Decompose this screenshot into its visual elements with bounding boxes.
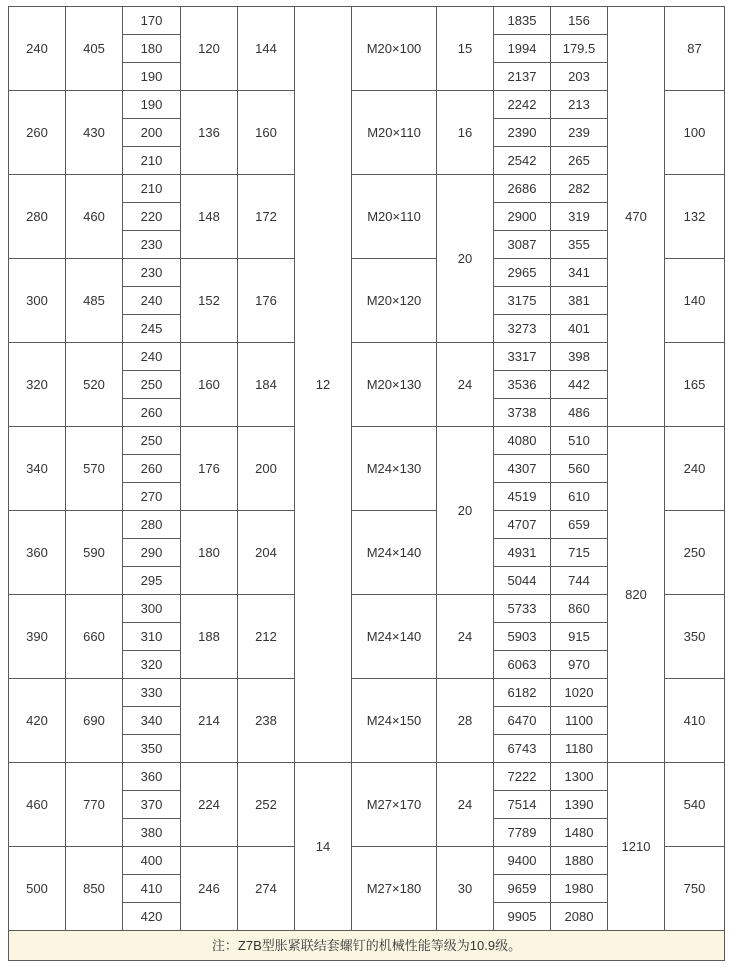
cell-torque: 3738: [494, 399, 551, 427]
cell-torque: 2137: [494, 63, 551, 91]
cell-outer-diameter: 520: [66, 343, 123, 427]
cell-bolt-count: 15: [437, 7, 494, 91]
cell-axial-force: 203: [551, 63, 608, 91]
cell-outer-diameter: 405: [66, 7, 123, 91]
cell-torque: 7222: [494, 763, 551, 791]
cell-axial-force: 156: [551, 7, 608, 35]
cell-axial-force: 510: [551, 427, 608, 455]
cell-bolt-size: M24×130: [352, 427, 437, 511]
cell-length: 190: [123, 91, 181, 119]
cell-weight: 350: [665, 595, 725, 679]
cell-torque: 5733: [494, 595, 551, 623]
cell-l2: 160: [238, 91, 295, 175]
cell-bolt-count: 24: [437, 595, 494, 679]
cell-outer-diameter: 590: [66, 511, 123, 595]
cell-torque: 2242: [494, 91, 551, 119]
cell-torque: 4707: [494, 511, 551, 539]
cell-axial-force: 319: [551, 203, 608, 231]
cell-axial-force: 1180: [551, 735, 608, 763]
cell-bolt-count: 20: [437, 427, 494, 595]
cell-bolt-size: M20×110: [352, 175, 437, 259]
cell-torque: 4307: [494, 455, 551, 483]
cell-torque: 4519: [494, 483, 551, 511]
cell-torque: 5903: [494, 623, 551, 651]
cell-inner-diameter: 320: [9, 343, 66, 427]
cell-bolt-size: M20×100: [352, 7, 437, 91]
cell-length: 220: [123, 203, 181, 231]
cell-weight: 140: [665, 259, 725, 343]
cell-length: 240: [123, 287, 181, 315]
cell-pressure: 1210: [608, 763, 665, 931]
cell-l1: 188: [181, 595, 238, 679]
cell-length: 370: [123, 791, 181, 819]
cell-length: 210: [123, 147, 181, 175]
cell-weight: 240: [665, 427, 725, 511]
cell-torque: 1994: [494, 35, 551, 63]
cell-axial-force: 398: [551, 343, 608, 371]
cell-inner-diameter: 340: [9, 427, 66, 511]
cell-l1: 246: [181, 847, 238, 931]
cell-outer-diameter: 570: [66, 427, 123, 511]
cell-l1: 148: [181, 175, 238, 259]
table-row: [9, 7, 725, 35]
cell-weight: 165: [665, 343, 725, 427]
spec-table: [8, 6, 725, 961]
cell-axial-force: 860: [551, 595, 608, 623]
cell-torque: 3087: [494, 231, 551, 259]
cell-inner-diameter: 360: [9, 511, 66, 595]
cell-length: 245: [123, 315, 181, 343]
cell-torque: 6182: [494, 679, 551, 707]
cell-length: 250: [123, 371, 181, 399]
cell-axial-force: 715: [551, 539, 608, 567]
cell-bolt-count: 24: [437, 343, 494, 427]
cell-inner-diameter: 500: [9, 847, 66, 931]
table-note: 注：Z7B型胀紧联结套螺钉的机械性能等级为10.9级。: [9, 931, 725, 961]
cell-length: 340: [123, 707, 181, 735]
cell-torque: 9400: [494, 847, 551, 875]
cell-inner-diameter: 280: [9, 175, 66, 259]
cell-l1: 160: [181, 343, 238, 427]
cell-l1: 176: [181, 427, 238, 511]
cell-axial-force: 1390: [551, 791, 608, 819]
cell-axial-force: 1980: [551, 875, 608, 903]
cell-inner-diameter: 460: [9, 763, 66, 847]
cell-torque: 2390: [494, 119, 551, 147]
cell-outer-diameter: 850: [66, 847, 123, 931]
cell-l2: 274: [238, 847, 295, 931]
cell-l2: 204: [238, 511, 295, 595]
cell-inner-diameter: 420: [9, 679, 66, 763]
cell-length: 295: [123, 567, 181, 595]
cell-outer-diameter: 460: [66, 175, 123, 259]
cell-length: 400: [123, 847, 181, 875]
cell-length: 360: [123, 763, 181, 791]
cell-length: 420: [123, 903, 181, 931]
cell-axial-force: 1300: [551, 763, 608, 791]
cell-torque: 2686: [494, 175, 551, 203]
cell-axial-force: 1880: [551, 847, 608, 875]
cell-length: 240: [123, 343, 181, 371]
cell-axial-force: 341: [551, 259, 608, 287]
cell-length: 190: [123, 63, 181, 91]
cell-length: 170: [123, 7, 181, 35]
cell-length: 230: [123, 231, 181, 259]
cell-outer-diameter: 485: [66, 259, 123, 343]
cell-bolt-size: M24×150: [352, 679, 437, 763]
cell-axial-force: 744: [551, 567, 608, 595]
cell-torque: 9905: [494, 903, 551, 931]
cell-weight: 250: [665, 511, 725, 595]
cell-bolt-size: M20×110: [352, 91, 437, 175]
cell-torque: 6743: [494, 735, 551, 763]
cell-length: 380: [123, 819, 181, 847]
cell-axial-force: 610: [551, 483, 608, 511]
cell-torque: 3175: [494, 287, 551, 315]
cell-l1: 120: [181, 7, 238, 91]
cell-weight: 132: [665, 175, 725, 259]
cell-torque: 3536: [494, 371, 551, 399]
cell-bolt-count: 28: [437, 679, 494, 763]
cell-bolt-size: M24×140: [352, 511, 437, 595]
cell-axial-force: 970: [551, 651, 608, 679]
cell-inner-diameter: 300: [9, 259, 66, 343]
cell-l2: 252: [238, 763, 295, 847]
cell-l2: 200: [238, 427, 295, 511]
cell-torque: 5044: [494, 567, 551, 595]
cell-bolt-size: M20×120: [352, 259, 437, 343]
cell-torque: 7789: [494, 819, 551, 847]
cell-l2: 212: [238, 595, 295, 679]
cell-l1: 180: [181, 511, 238, 595]
cell-torque: 9659: [494, 875, 551, 903]
cell-weight: 410: [665, 679, 725, 763]
cell-torque: 2900: [494, 203, 551, 231]
cell-axial-force: 265: [551, 147, 608, 175]
cell-length: 270: [123, 483, 181, 511]
cell-inner-diameter: 390: [9, 595, 66, 679]
cell-length: 330: [123, 679, 181, 707]
cell-l1: 214: [181, 679, 238, 763]
table-row: [9, 427, 725, 455]
cell-axial-force: 915: [551, 623, 608, 651]
cell-torque: 1835: [494, 7, 551, 35]
cell-l1: 224: [181, 763, 238, 847]
cell-l1: 136: [181, 91, 238, 175]
table-row: [9, 763, 725, 791]
cell-thickness: 14: [295, 763, 352, 931]
cell-length: 230: [123, 259, 181, 287]
cell-length: 410: [123, 875, 181, 903]
cell-length: 180: [123, 35, 181, 63]
cell-bolt-count: 24: [437, 763, 494, 847]
cell-length: 260: [123, 399, 181, 427]
cell-weight: 540: [665, 763, 725, 847]
cell-l2: 144: [238, 7, 295, 91]
cell-axial-force: 1480: [551, 819, 608, 847]
cell-length: 260: [123, 455, 181, 483]
cell-bolt-count: 20: [437, 175, 494, 343]
cell-torque: 6470: [494, 707, 551, 735]
cell-weight: 87: [665, 7, 725, 91]
cell-axial-force: 381: [551, 287, 608, 315]
cell-axial-force: 179.5: [551, 35, 608, 63]
cell-inner-diameter: 240: [9, 7, 66, 91]
cell-length: 210: [123, 175, 181, 203]
cell-pressure: 820: [608, 427, 665, 763]
cell-axial-force: 486: [551, 399, 608, 427]
cell-length: 250: [123, 427, 181, 455]
cell-length: 310: [123, 623, 181, 651]
cell-l2: 172: [238, 175, 295, 259]
cell-length: 290: [123, 539, 181, 567]
cell-length: 200: [123, 119, 181, 147]
cell-bolt-count: 16: [437, 91, 494, 175]
cell-l2: 238: [238, 679, 295, 763]
cell-outer-diameter: 660: [66, 595, 123, 679]
cell-outer-diameter: 770: [66, 763, 123, 847]
spec-table-container: [8, 6, 725, 961]
cell-axial-force: 560: [551, 455, 608, 483]
cell-axial-force: 659: [551, 511, 608, 539]
cell-torque: 7514: [494, 791, 551, 819]
cell-inner-diameter: 260: [9, 91, 66, 175]
cell-length: 280: [123, 511, 181, 539]
cell-axial-force: 401: [551, 315, 608, 343]
cell-axial-force: 355: [551, 231, 608, 259]
spec-table-body: [9, 7, 725, 961]
cell-torque: 3273: [494, 315, 551, 343]
cell-weight: 100: [665, 91, 725, 175]
cell-torque: 3317: [494, 343, 551, 371]
cell-outer-diameter: 690: [66, 679, 123, 763]
cell-l2: 184: [238, 343, 295, 427]
cell-pressure: 470: [608, 7, 665, 427]
cell-axial-force: 282: [551, 175, 608, 203]
cell-axial-force: 2080: [551, 903, 608, 931]
cell-axial-force: 213: [551, 91, 608, 119]
cell-torque: 2542: [494, 147, 551, 175]
cell-axial-force: 239: [551, 119, 608, 147]
cell-weight: 750: [665, 847, 725, 931]
cell-bolt-size: M24×140: [352, 595, 437, 679]
cell-length: 300: [123, 595, 181, 623]
cell-torque: 6063: [494, 651, 551, 679]
cell-axial-force: 1020: [551, 679, 608, 707]
cell-torque: 2965: [494, 259, 551, 287]
cell-outer-diameter: 430: [66, 91, 123, 175]
cell-length: 350: [123, 735, 181, 763]
cell-torque: 4080: [494, 427, 551, 455]
note-row: [9, 931, 725, 961]
cell-l2: 176: [238, 259, 295, 343]
cell-torque: 4931: [494, 539, 551, 567]
cell-l1: 152: [181, 259, 238, 343]
cell-bolt-size: M27×170: [352, 763, 437, 847]
cell-bolt-size: M27×180: [352, 847, 437, 931]
cell-length: 320: [123, 651, 181, 679]
cell-axial-force: 1100: [551, 707, 608, 735]
cell-thickness: 12: [295, 7, 352, 763]
cell-bolt-size: M20×130: [352, 343, 437, 427]
cell-axial-force: 442: [551, 371, 608, 399]
cell-bolt-count: 30: [437, 847, 494, 931]
